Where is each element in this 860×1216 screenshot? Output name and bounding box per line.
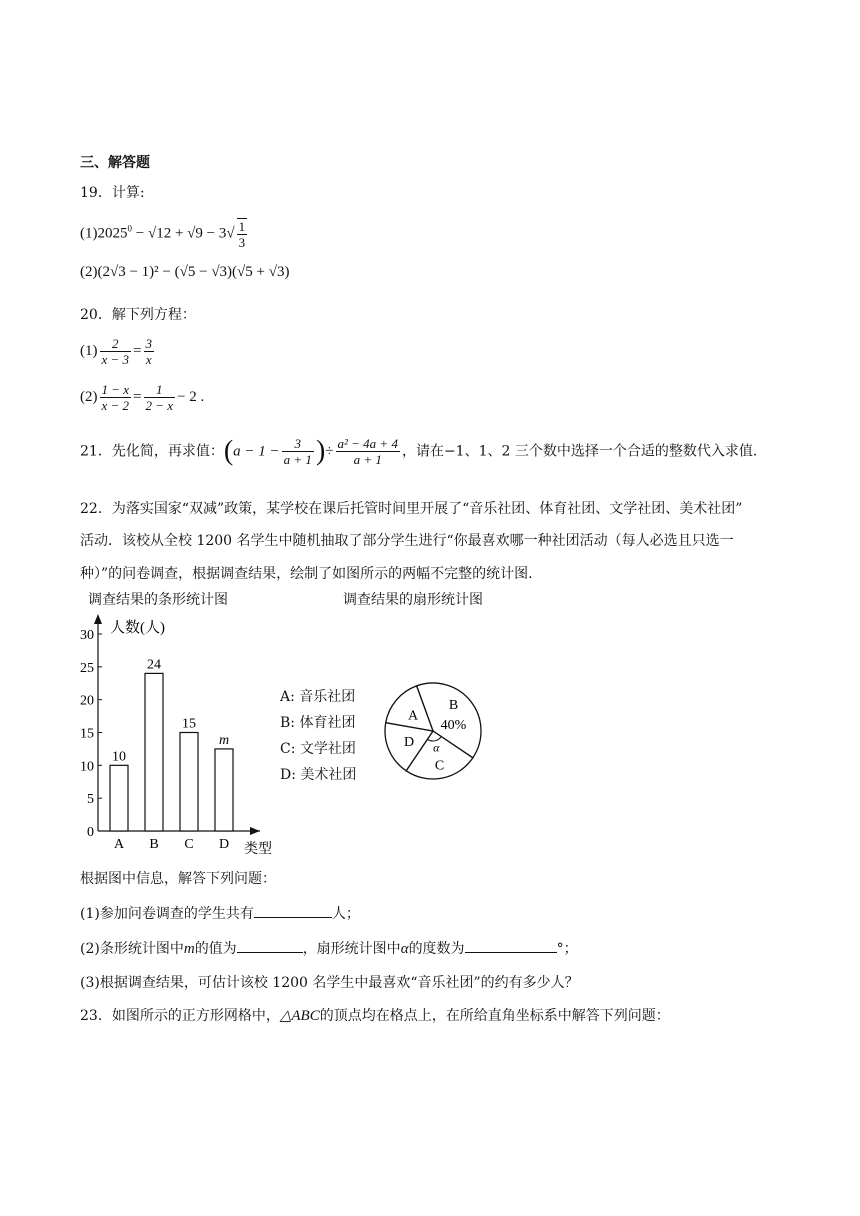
bar-chart-title: 调查结果的条形统计图: [88, 592, 228, 608]
bar-y-axis-label: 人数(人): [110, 620, 165, 636]
q20-p2-label: (2): [80, 388, 98, 405]
q20-p1-rden: x: [145, 352, 152, 367]
bar-category-label-b: B: [149, 837, 159, 852]
q20-p2-eq: =: [133, 388, 142, 405]
q19-p2-expr: (2√3 − 1)² − (√5 − √3)(√5 + √3): [97, 264, 290, 280]
q22-sub2-m: m: [183, 941, 195, 957]
q22-sub1: [80, 903, 360, 923]
pie-slice-label-a: A: [408, 708, 419, 724]
q23-pre: 23．如图所示的正方形网格中，: [80, 1008, 280, 1024]
bar-x-arrow: [250, 827, 260, 835]
bar-category-label-c: C: [184, 837, 194, 852]
pie-slice-label-d: D: [404, 735, 415, 751]
q19-part2: [80, 264, 289, 281]
bar-y-tick-label: 30: [80, 628, 94, 643]
q19-part1: $(1)2025^0 - √12 + √9 - 3√$ $\frac{1}{3}$: [80, 219, 246, 250]
q20-p2-tail: − 2 .: [177, 388, 205, 405]
q20-p2-lnum: 1 − x: [101, 382, 130, 397]
legend-item-c: C: 文学社团: [280, 741, 356, 757]
q21-inner-num: 3: [282, 436, 314, 452]
q19-p1-frac-num: 1: [238, 219, 246, 234]
q19-p1-exp: 0: [127, 223, 132, 234]
bar-y-tick-label: 0: [87, 825, 94, 840]
section-title: 三、解答题: [80, 155, 150, 171]
q20-p1-eq: =: [133, 342, 142, 359]
q19-stem: 19．计算:: [80, 185, 145, 201]
bar-y-tick-label: 20: [80, 693, 94, 709]
q20-p2-rden: 2 − x: [145, 398, 174, 413]
bar-category-label-a: A: [113, 837, 125, 852]
bar-y-arrow: [94, 614, 102, 624]
pie-chart: [378, 676, 488, 786]
q21-inner-a: a − 1 −: [233, 443, 280, 460]
bar-a: [110, 765, 128, 831]
bar-x-axis-label: 类型: [244, 842, 272, 857]
bar-data-label-d: m: [218, 732, 230, 748]
legend-item-b: B: 体育社团: [280, 715, 356, 731]
pie-chart-title: 调查结果的扇形统计图: [343, 592, 483, 608]
pie-legend: [280, 684, 356, 788]
pie-slice-b-percent: 40%: [440, 717, 467, 733]
q23: [80, 1005, 670, 1025]
q21-tail: ，请在−1、1、2 三个数中选择一个合适的整数代入求值.: [401, 443, 758, 460]
q20-p1-rnum: 3: [145, 336, 153, 351]
q20-p1-lnum: 2: [100, 336, 132, 352]
q19-p1-frac-den: 3: [238, 235, 246, 250]
q22-line3: 种）”的问卷调查，根据调查结果，绘制了如图所示的两幅不完整的统计图.: [80, 566, 533, 582]
q21-outer-den: a + 1: [353, 452, 382, 467]
q20-part1: [80, 336, 156, 367]
q22-line1: 22．为落实国家“双减”政策，某学校在课后托管时间里开展了“音乐社团、体育社团、文学社团、美术社团”: [80, 501, 743, 517]
q22-sub2-mid: 的值为: [194, 941, 237, 957]
q19-p1-frac: [237, 218, 248, 250]
bar-b: [145, 673, 163, 831]
q19-p1-label: (1): [80, 225, 98, 242]
q21-outer-num: a² − 4a + 4: [337, 436, 398, 451]
q19-p1-b: − √12 + √9 − 3: [132, 225, 227, 242]
q20-stem: 20．解下列方程：: [80, 307, 196, 323]
q20-p1-lden: x − 3: [101, 352, 130, 367]
q19-p1-a: 2025: [97, 225, 128, 242]
q22-sub2-blank2: [465, 940, 557, 953]
q22-sub1-post: 人；: [331, 906, 360, 922]
q22-sub2-pre: (2)条形统计图中: [80, 941, 184, 957]
bar-y-tick-label: 10: [80, 759, 94, 775]
bar-data-label-a: 10: [112, 749, 126, 765]
q20-p2-rnum: 1: [144, 382, 176, 398]
q22-sub2-alpha: α: [400, 941, 409, 957]
q20-p2-lden: x − 2: [101, 398, 130, 413]
q20-part2: [80, 382, 204, 413]
q20-p1-label: (1): [80, 342, 98, 359]
q22-sub2-mid3: 的度数为: [408, 941, 465, 957]
q22-sub2-post: °；: [556, 941, 578, 957]
bar-chart: [60, 610, 280, 860]
q22-sub2-mid2: ，扇形统计图中: [302, 941, 401, 957]
q21-div: ÷: [325, 443, 334, 460]
bar-y-tick-label: 25: [80, 660, 94, 676]
q22-sub2-blank1: [237, 940, 303, 953]
legend-item-d: D: 美术社团: [280, 767, 357, 783]
q19-p2-label: (2): [80, 264, 98, 280]
bar-data-label-b: 24: [147, 657, 161, 673]
q22-sub2: [80, 938, 578, 958]
q21-stem: 21．先化简，再求值：: [80, 443, 224, 460]
bar-y-tick-label: 15: [80, 726, 94, 742]
q22-sub1-blank: [254, 905, 332, 918]
bar-y-tick-label: 5: [87, 792, 94, 808]
bar-c: [180, 733, 198, 832]
q21: 21．先化简，再求值：(a − 1 − $\frac{3}{a + 1}$ )÷ $\frac{\text{a² − 4a + 4}}{a + 1}$ ，请在−1、1、2 三个数中选择一个合适的整数代入求值.: [80, 435, 758, 467]
legend-item-a: A: 音乐社团: [280, 689, 356, 705]
q23-post: 的顶点均在格点上，在所给直角坐标系中解答下列问题：: [319, 1008, 670, 1024]
q21-inner-den: a + 1: [283, 452, 312, 467]
q22-sub3: (3)根据调查结果，可估计该校 1200 名学生中最喜欢“音乐社团”的约有多少人？: [80, 975, 579, 991]
bar-data-label-c: 15: [182, 716, 196, 732]
q22-after: 根据图中信息，解答下列问题：: [80, 871, 276, 887]
pie-alpha-label: α: [433, 740, 440, 755]
q22-line2: 活动．该校从全校 1200 名学生中随机抽取了部分学生进行“你最喜欢哪一种社团活动（每人必选且只选一: [80, 533, 734, 549]
bar-category-label-d: D: [218, 837, 230, 852]
pie-slice-label-b: B: [448, 697, 459, 713]
q23-triangle: △ABC: [279, 1008, 320, 1024]
pie-slice-label-c: C: [434, 758, 445, 774]
bar-d: [215, 749, 233, 831]
q22-sub1-pre: (1)参加问卷调查的学生共有: [80, 906, 254, 922]
